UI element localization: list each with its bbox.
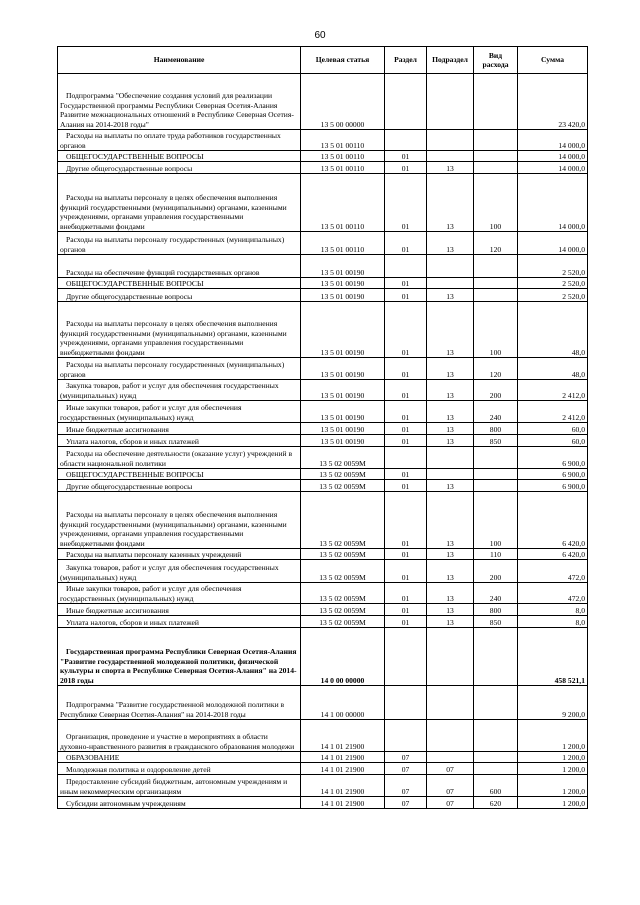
cell-section: 01 — [385, 604, 427, 616]
table-row — [58, 162, 588, 174]
cell-expense-type: 110 — [474, 549, 518, 560]
cell-subsection — [427, 74, 474, 130]
cell-name: Молодежная политика и оздоровление детей — [58, 763, 301, 775]
table-row — [58, 604, 588, 616]
cell-expense-type — [474, 74, 518, 130]
cell-article: 13 5 02 0059М — [301, 469, 385, 480]
table-row — [58, 583, 588, 604]
cell-sum: 6 900,0 — [518, 469, 588, 480]
cell-expense-type: 850 — [474, 435, 518, 447]
cell-section — [385, 686, 427, 720]
table-row — [58, 797, 588, 809]
cell-subsection — [427, 130, 474, 151]
cell-expense-type: 800 — [474, 423, 518, 435]
cell-sum: 23 420,0 — [518, 74, 588, 130]
cell-article: 14 1 01 21900 — [301, 763, 385, 775]
cell-section: 01 — [385, 583, 427, 604]
cell-subsection: 07 — [427, 775, 474, 797]
cell-subsection: 13 — [427, 162, 474, 174]
header-section: Раздел — [385, 47, 427, 74]
cell-article: 13 5 02 0059М — [301, 616, 385, 628]
cell-subsection: 13 — [427, 435, 474, 447]
cell-section: 07 — [385, 752, 427, 763]
cell-expense-type — [474, 480, 518, 492]
cell-sum: 6 900,0 — [518, 447, 588, 469]
cell-article: 13 5 01 00190 — [301, 255, 385, 278]
cell-name: Уплата налогов, сборов и иных платежей — [58, 616, 301, 628]
cell-name: Государственная программа Республики Северная Осетия-Алания "Развитие государственной молодежной политики, физической культуры и спорта в Республике Северная Осетия-Алания" на 2014-2018 годы — [58, 628, 301, 686]
cell-sum: 1 200,0 — [518, 797, 588, 809]
cell-section: 01 — [385, 232, 427, 255]
cell-name: Подпрограмма "Развитие государственной молодежной политики в Республике Северная Осетия-Алания" на 2014-2018 годы — [58, 686, 301, 720]
cell-expense-type — [474, 763, 518, 775]
header-expense-type: Вид расхода — [474, 47, 518, 74]
cell-subsection — [427, 752, 474, 763]
table-row — [58, 289, 588, 302]
cell-expense-type — [474, 686, 518, 720]
cell-sum: 14 000,0 — [518, 162, 588, 174]
cell-sum: 60,0 — [518, 423, 588, 435]
cell-section: 01 — [385, 480, 427, 492]
cell-article: 13 5 01 00190 — [301, 380, 385, 401]
header-sum: Сумма — [518, 47, 588, 74]
cell-section: 01 — [385, 616, 427, 628]
cell-section: 01 — [385, 278, 427, 289]
cell-sum: 48,0 — [518, 302, 588, 358]
cell-sum: 1 200,0 — [518, 763, 588, 775]
cell-subsection — [427, 469, 474, 480]
cell-article: 13 5 02 0059М — [301, 447, 385, 469]
cell-subsection: 13 — [427, 380, 474, 401]
cell-sum: 2 412,0 — [518, 380, 588, 401]
cell-section: 01 — [385, 549, 427, 560]
table-row — [58, 752, 588, 763]
table-row — [58, 380, 588, 401]
cell-section: 01 — [385, 401, 427, 423]
cell-subsection: 13 — [427, 302, 474, 358]
cell-section: 01 — [385, 423, 427, 435]
cell-section: 01 — [385, 469, 427, 480]
cell-article: 13 5 02 0059М — [301, 604, 385, 616]
cell-section: 01 — [385, 151, 427, 162]
cell-article: 14 1 00 00000 — [301, 686, 385, 720]
cell-article: 13 5 02 0059М — [301, 480, 385, 492]
cell-name: Расходы на выплаты персоналу государственных (муниципальных) органов — [58, 232, 301, 255]
cell-name: Подпрограмма "Обеспечение создания условий для реализации Государственной программы Республики Северная Осетия-Алания Развитие межнациональных отношений в Республике Северная Осетия-Алания на 2014-2018 годы" — [58, 74, 301, 130]
cell-article: 13 5 02 0059М — [301, 560, 385, 583]
cell-name: Расходы на выплаты по оплате труда работников государственных органов — [58, 130, 301, 151]
cell-article: 14 1 01 21900 — [301, 775, 385, 797]
cell-sum: 48,0 — [518, 358, 588, 380]
cell-expense-type — [474, 289, 518, 302]
cell-section — [385, 447, 427, 469]
cell-expense-type: 620 — [474, 797, 518, 809]
table-row — [58, 130, 588, 151]
cell-name: Закупка товаров, работ и услуг для обеспечения государственных (муниципальных) нужд — [58, 380, 301, 401]
cell-subsection: 13 — [427, 289, 474, 302]
cell-name: Другие общегосударственные вопросы — [58, 289, 301, 302]
cell-subsection: 13 — [427, 423, 474, 435]
cell-article: 13 5 01 00190 — [301, 423, 385, 435]
cell-subsection: 13 — [427, 480, 474, 492]
cell-subsection: 07 — [427, 797, 474, 809]
cell-expense-type: 100 — [474, 492, 518, 549]
cell-section: 07 — [385, 797, 427, 809]
cell-name: Расходы на выплаты персоналу в целях обеспечения выполнения функций государственными (муниципальными) органами, казенными учреждениями, органами управления государственными внебюджетными фондами — [58, 174, 301, 232]
budget-table — [57, 46, 588, 809]
cell-sum: 2 520,0 — [518, 289, 588, 302]
cell-subsection — [427, 151, 474, 162]
cell-name: ОБРАЗОВАНИЕ — [58, 752, 301, 763]
cell-name: Иные закупки товаров, работ и услуг для обеспечения государственных (муниципальных) нужд — [58, 583, 301, 604]
cell-section: 01 — [385, 289, 427, 302]
cell-name: Закупка товаров, работ и услуг для обеспечения государственных (муниципальных) нужд — [58, 560, 301, 583]
cell-name: Другие общегосударственные вопросы — [58, 480, 301, 492]
table-row — [58, 720, 588, 752]
table-row — [58, 686, 588, 720]
cell-subsection — [427, 628, 474, 686]
cell-expense-type — [474, 752, 518, 763]
cell-subsection: 13 — [427, 358, 474, 380]
table-row — [58, 174, 588, 232]
cell-subsection — [427, 686, 474, 720]
cell-article: 14 0 00 00000 — [301, 628, 385, 686]
cell-expense-type: 800 — [474, 604, 518, 616]
cell-article: 14 1 01 21900 — [301, 797, 385, 809]
cell-subsection: 13 — [427, 232, 474, 255]
cell-subsection: 13 — [427, 583, 474, 604]
cell-subsection: 13 — [427, 401, 474, 423]
cell-name: Другие общегосударственные вопросы — [58, 162, 301, 174]
table-row — [58, 469, 588, 480]
cell-name: Иные бюджетные ассигнования — [58, 604, 301, 616]
cell-section — [385, 628, 427, 686]
cell-sum: 6 420,0 — [518, 549, 588, 560]
cell-sum: 14 000,0 — [518, 174, 588, 232]
cell-article: 13 5 01 00110 — [301, 130, 385, 151]
cell-expense-type: 200 — [474, 560, 518, 583]
cell-subsection: 13 — [427, 549, 474, 560]
table-row — [58, 492, 588, 549]
cell-subsection: 13 — [427, 560, 474, 583]
cell-name: Организация, проведение и участие в мероприятиях в области духовно-нравственного развития в гражданского образования молодежи — [58, 720, 301, 752]
cell-expense-type: 100 — [474, 174, 518, 232]
cell-name: Расходы на обеспечение функций государственных органов — [58, 255, 301, 278]
cell-expense-type: 120 — [474, 358, 518, 380]
cell-subsection — [427, 447, 474, 469]
cell-sum: 458 521,1 — [518, 628, 588, 686]
cell-sum: 8,0 — [518, 604, 588, 616]
table-row — [58, 74, 588, 130]
cell-article: 13 5 02 0059М — [301, 549, 385, 560]
table-row — [58, 447, 588, 469]
cell-expense-type: 120 — [474, 232, 518, 255]
cell-article: 13 5 02 0059М — [301, 583, 385, 604]
cell-sum: 9 200,0 — [518, 686, 588, 720]
cell-subsection — [427, 278, 474, 289]
cell-article: 13 5 01 00110 — [301, 151, 385, 162]
table-row — [58, 549, 588, 560]
cell-article: 13 5 01 00190 — [301, 401, 385, 423]
cell-article: 13 5 02 0059М — [301, 492, 385, 549]
cell-sum: 8,0 — [518, 616, 588, 628]
cell-expense-type — [474, 162, 518, 174]
cell-expense-type: 200 — [474, 380, 518, 401]
cell-subsection: 13 — [427, 616, 474, 628]
cell-article: 13 5 01 00110 — [301, 232, 385, 255]
cell-expense-type — [474, 255, 518, 278]
table-row — [58, 616, 588, 628]
cell-article: 13 5 01 00190 — [301, 302, 385, 358]
cell-expense-type: 600 — [474, 775, 518, 797]
cell-section — [385, 255, 427, 278]
cell-article: 13 5 01 00190 — [301, 278, 385, 289]
cell-section: 01 — [385, 162, 427, 174]
cell-section: 07 — [385, 775, 427, 797]
cell-subsection: 13 — [427, 604, 474, 616]
cell-sum: 14 000,0 — [518, 151, 588, 162]
cell-sum: 1 200,0 — [518, 720, 588, 752]
cell-section: 01 — [385, 560, 427, 583]
cell-name: Расходы на выплаты персоналу государственных (муниципальных) органов — [58, 358, 301, 380]
cell-expense-type — [474, 130, 518, 151]
table-row — [58, 480, 588, 492]
header-article: Целевая статья — [301, 47, 385, 74]
cell-subsection — [427, 255, 474, 278]
cell-expense-type: 240 — [474, 401, 518, 423]
table-row — [58, 278, 588, 289]
header-subsection: Подраздел — [427, 47, 474, 74]
cell-name: Уплата налогов, сборов и иных платежей — [58, 435, 301, 447]
cell-name: ОБЩЕГОСУДАРСТВЕННЫЕ ВОПРОСЫ — [58, 151, 301, 162]
cell-sum: 1 200,0 — [518, 775, 588, 797]
cell-section: 07 — [385, 763, 427, 775]
table-row — [58, 401, 588, 423]
cell-article: 13 5 01 00190 — [301, 435, 385, 447]
table-row — [58, 775, 588, 797]
cell-name: Расходы на выплаты персоналу казенных учреждений — [58, 549, 301, 560]
cell-article: 13 5 01 00110 — [301, 162, 385, 174]
cell-article: 14 1 01 21900 — [301, 752, 385, 763]
cell-sum: 60,0 — [518, 435, 588, 447]
cell-sum: 2 520,0 — [518, 255, 588, 278]
cell-expense-type — [474, 720, 518, 752]
cell-name: Расходы на выплаты персоналу в целях обеспечения выполнения функций государственными (муниципальными) органами, казенными учреждениями, органами управления государственными внебюджетными фондами — [58, 302, 301, 358]
table-row — [58, 232, 588, 255]
header-name: Наименование — [58, 47, 301, 74]
cell-sum: 6 900,0 — [518, 480, 588, 492]
cell-expense-type — [474, 278, 518, 289]
table-row — [58, 628, 588, 686]
cell-name: ОБЩЕГОСУДАРСТВЕННЫЕ ВОПРОСЫ — [58, 278, 301, 289]
cell-article: 13 5 01 00110 — [301, 174, 385, 232]
cell-section: 01 — [385, 358, 427, 380]
table-body — [58, 74, 588, 809]
cell-article: 14 1 01 21900 — [301, 720, 385, 752]
cell-subsection — [427, 720, 474, 752]
table-row — [58, 358, 588, 380]
cell-sum: 14 000,0 — [518, 130, 588, 151]
page-number: 60 — [314, 30, 326, 41]
cell-section: 01 — [385, 302, 427, 358]
cell-name: ОБЩЕГОСУДАРСТВЕННЫЕ ВОПРОСЫ — [58, 469, 301, 480]
table-row — [58, 423, 588, 435]
cell-name: Иные закупки товаров, работ и услуг для обеспечения государственных (муниципальных) нужд — [58, 401, 301, 423]
cell-sum: 2 520,0 — [518, 278, 588, 289]
cell-section — [385, 720, 427, 752]
cell-subsection: 07 — [427, 763, 474, 775]
table-row — [58, 302, 588, 358]
table-row — [58, 763, 588, 775]
cell-expense-type: 850 — [474, 616, 518, 628]
table-row — [58, 151, 588, 162]
cell-sum: 6 420,0 — [518, 492, 588, 549]
cell-article: 13 5 01 00190 — [301, 289, 385, 302]
cell-subsection: 13 — [427, 492, 474, 549]
cell-section — [385, 74, 427, 130]
table-row — [58, 560, 588, 583]
cell-sum: 472,0 — [518, 583, 588, 604]
cell-expense-type: 100 — [474, 302, 518, 358]
cell-section: 01 — [385, 380, 427, 401]
cell-article: 13 5 00 00000 — [301, 74, 385, 130]
cell-expense-type — [474, 447, 518, 469]
cell-expense-type: 240 — [474, 583, 518, 604]
cell-section: 01 — [385, 492, 427, 549]
cell-expense-type — [474, 469, 518, 480]
cell-article: 13 5 01 00190 — [301, 358, 385, 380]
table-row — [58, 255, 588, 278]
cell-name: Субсидии автономным учреждениям — [58, 797, 301, 809]
cell-section — [385, 130, 427, 151]
cell-section: 01 — [385, 174, 427, 232]
cell-name: Иные бюджетные ассигнования — [58, 423, 301, 435]
cell-section: 01 — [385, 435, 427, 447]
cell-name: Расходы на обеспечение деятельности (оказание услуг) учреждений в области национальной политики — [58, 447, 301, 469]
cell-sum: 1 200,0 — [518, 752, 588, 763]
cell-expense-type — [474, 628, 518, 686]
cell-expense-type — [474, 151, 518, 162]
cell-name: Предоставление субсидий бюджетным, автономным учреждениям и иным некоммерческим организациям — [58, 775, 301, 797]
cell-sum: 14 000,0 — [518, 232, 588, 255]
cell-name: Расходы на выплаты персоналу в целях обеспечения выполнения функций государственными (муниципальными) органами, казенными учреждениями, органами управления государственными внебюджетными фондами — [58, 492, 301, 549]
cell-sum: 2 412,0 — [518, 401, 588, 423]
table-header-row — [58, 47, 588, 74]
cell-sum: 472,0 — [518, 560, 588, 583]
table-row — [58, 435, 588, 447]
cell-subsection: 13 — [427, 174, 474, 232]
